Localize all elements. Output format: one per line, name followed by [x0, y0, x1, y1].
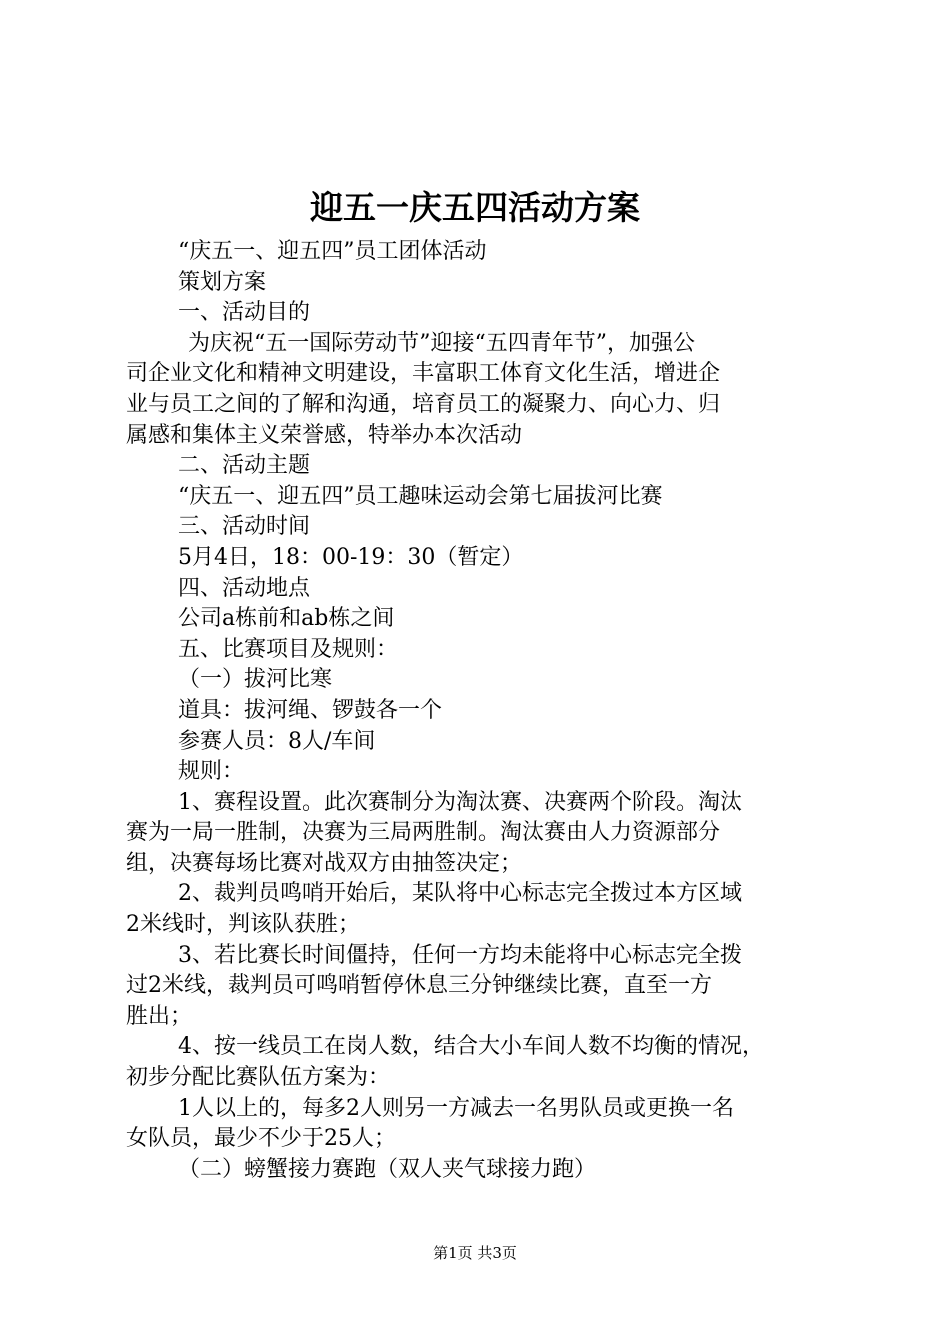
- subtitle-line: 策划方案: [178, 269, 267, 295]
- sub-heading: （一）拔河比寒: [178, 667, 333, 693]
- paragraph-line: 5月4日，18：00-19：30（暂定）: [178, 544, 524, 570]
- paragraph-line: 过2米线，裁判员可鸣哨暂停休息三分钟继续比赛，直至一方: [126, 973, 712, 999]
- sub-heading: （二）螃蟹接力赛跑（双人夹气球接力跑）: [178, 1156, 597, 1182]
- page-number: 第1页 共3页: [433, 1244, 517, 1262]
- paragraph-line: 1、赛程设置。此次赛制分为淘汰赛、决赛两个阶段。淘汰: [178, 789, 742, 815]
- paragraph-line: 组，决赛每场比赛对战双方由抽签决定；: [126, 850, 523, 876]
- paragraph-line: 规则：: [178, 759, 245, 785]
- section-heading: 一、活动目的: [178, 300, 311, 326]
- paragraph-line: 为庆祝“五一国际劳动节”迎接“五四青年节”，加强公: [188, 330, 695, 356]
- paragraph-line: 3、若比赛长时间僵持，任何一方均未能将中心标志完全拨: [178, 942, 742, 968]
- section-heading: 二、活动主题: [178, 453, 311, 479]
- paragraph-line: 属感和集体主义荣誉感，特举办本次活动: [126, 422, 523, 448]
- paragraph-line: 胜出；: [126, 1003, 193, 1029]
- paragraph-line: 赛为一局一胜制，决赛为三局两胜制。淘汰赛由人力资源部分: [126, 820, 721, 846]
- paragraph-line: “庆五一、迎五四”员工趣味运动会第七届拔河比赛: [178, 483, 663, 509]
- section-heading: 三、活动时间: [178, 514, 311, 540]
- document-body: [126, 237, 834, 1185]
- section-heading: 四、活动地点: [178, 575, 311, 601]
- paragraph-line: 道具：拔河绳、锣鼓各一个: [178, 697, 443, 723]
- paragraph-line: 4、按一线员工在岗人数，结合大小车间人数不均衡的情况，: [178, 1034, 764, 1060]
- paragraph-line: 公司a栋前和ab栋之间: [178, 606, 395, 632]
- paragraph-line: 初步分配比赛队伍方案为：: [126, 1065, 391, 1091]
- paragraph-line: 2米线时，判该队获胜；: [126, 912, 360, 938]
- section-heading: 五、比赛项目及规则：: [178, 636, 399, 662]
- paragraph-line: 司企业文化和精神文明建设，丰富职工体育文化生活，增进企: [126, 361, 721, 387]
- paragraph-line: 女队员，最少不少于25人；: [126, 1126, 396, 1152]
- paragraph-line: 参赛人员：8人/车间: [178, 728, 376, 754]
- document-title: 迎五一庆五四活动方案: [310, 188, 640, 227]
- paragraph-line: 2、裁判员鸣哨开始后，某队将中心标志完全拨过本方区域: [178, 881, 742, 907]
- subtitle-line: “庆五一、迎五四”员工团体活动: [178, 239, 487, 264]
- paragraph-line: 1人以上的，每多2人则另一方减去一名男队员或更换一名: [178, 1095, 734, 1121]
- paragraph-line: 业与员工之间的了解和沟通，培育员工的凝聚力、向心力、归: [126, 391, 721, 417]
